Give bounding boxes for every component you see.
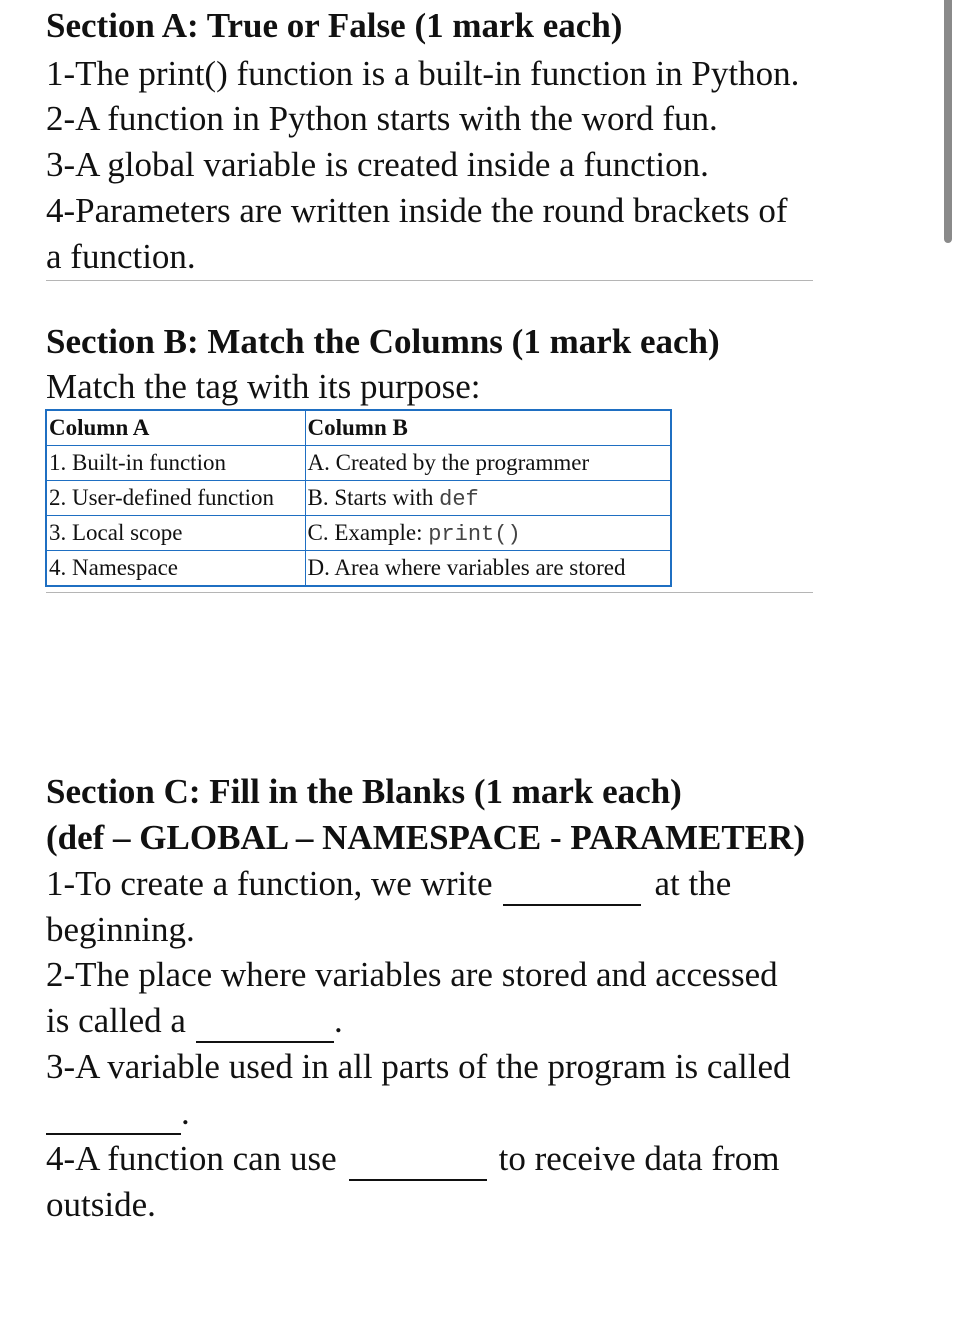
- question-text: at the: [654, 864, 732, 903]
- question-c2: 2-The place where variables are stored and accessed: [46, 955, 778, 994]
- question-c3: 3-A variable used in all parts of the program is called: [46, 1047, 791, 1086]
- column-b-header: Column B: [305, 410, 671, 446]
- divider: [46, 592, 813, 593]
- table-row: [46, 516, 671, 551]
- question-text: 4-A function can use: [46, 1139, 337, 1178]
- answer-blank: [503, 864, 641, 906]
- divider: [46, 280, 813, 281]
- answer-blank: [349, 1139, 487, 1181]
- question-text: is called a: [46, 1001, 186, 1040]
- question-c3-continued: [46, 1093, 190, 1135]
- section-a-title: Section A: True or False (1 mark each): [46, 6, 623, 45]
- cell-text: D. Area where variables are stored: [307, 555, 626, 580]
- table-row: [46, 551, 671, 587]
- column-b-cell: [305, 446, 671, 481]
- cell-text: C. Example:: [307, 519, 429, 545]
- question-text: .: [181, 1093, 190, 1132]
- section-c-title: Section C: Fill in the Blanks (1 mark each): [46, 772, 682, 811]
- question-c4: [46, 1139, 779, 1181]
- code-snippet: print(): [428, 521, 521, 547]
- question-a1: 1-The print() function is a built-in function in Python.: [46, 54, 800, 93]
- cell-text: A. Created by the programmer: [307, 450, 590, 475]
- question-a2: 2-A function in Python starts with the word fun.: [46, 99, 718, 138]
- question-a3: 3-A global variable is created inside a function.: [46, 145, 709, 184]
- column-a-cell: 4. Namespace: [46, 551, 305, 587]
- question-c1: [46, 864, 731, 906]
- table-row: [46, 446, 671, 481]
- scrollbar[interactable]: [944, 0, 952, 243]
- word-bank: (def – GLOBAL – NAMESPACE - PARAMETER): [46, 818, 805, 857]
- question-c2-continued: [46, 1001, 343, 1043]
- answer-blank: [196, 1001, 334, 1043]
- question-a4: 4-Parameters are written inside the round brackets of: [46, 191, 788, 230]
- column-b-cell: [305, 481, 671, 516]
- table-header-row: [46, 410, 671, 446]
- answer-blank: [46, 1093, 181, 1135]
- match-table: [45, 409, 672, 587]
- question-c1-continued: beginning.: [46, 910, 195, 949]
- question-a4-continued: a function.: [46, 237, 196, 276]
- column-b-cell: [305, 516, 671, 551]
- section-b-title: Section B: Match the Columns (1 mark each): [46, 322, 720, 361]
- code-snippet: def: [439, 486, 479, 512]
- cell-text: B. Starts with: [307, 484, 440, 510]
- column-a-cell: 2. User-defined function: [46, 481, 305, 516]
- question-c4-continued: outside.: [46, 1185, 156, 1224]
- column-a-cell: 3. Local scope: [46, 516, 305, 551]
- question-text: 1-To create a function, we write: [46, 864, 493, 903]
- question-text: .: [333, 1001, 343, 1040]
- table-row: [46, 481, 671, 516]
- column-a-header: Column A: [46, 410, 305, 446]
- column-a-cell: 1. Built-in function: [46, 446, 305, 481]
- question-text: to receive data from: [498, 1139, 780, 1178]
- section-b-instruction: Match the tag with its purpose:: [46, 367, 481, 406]
- column-b-cell: [305, 551, 671, 587]
